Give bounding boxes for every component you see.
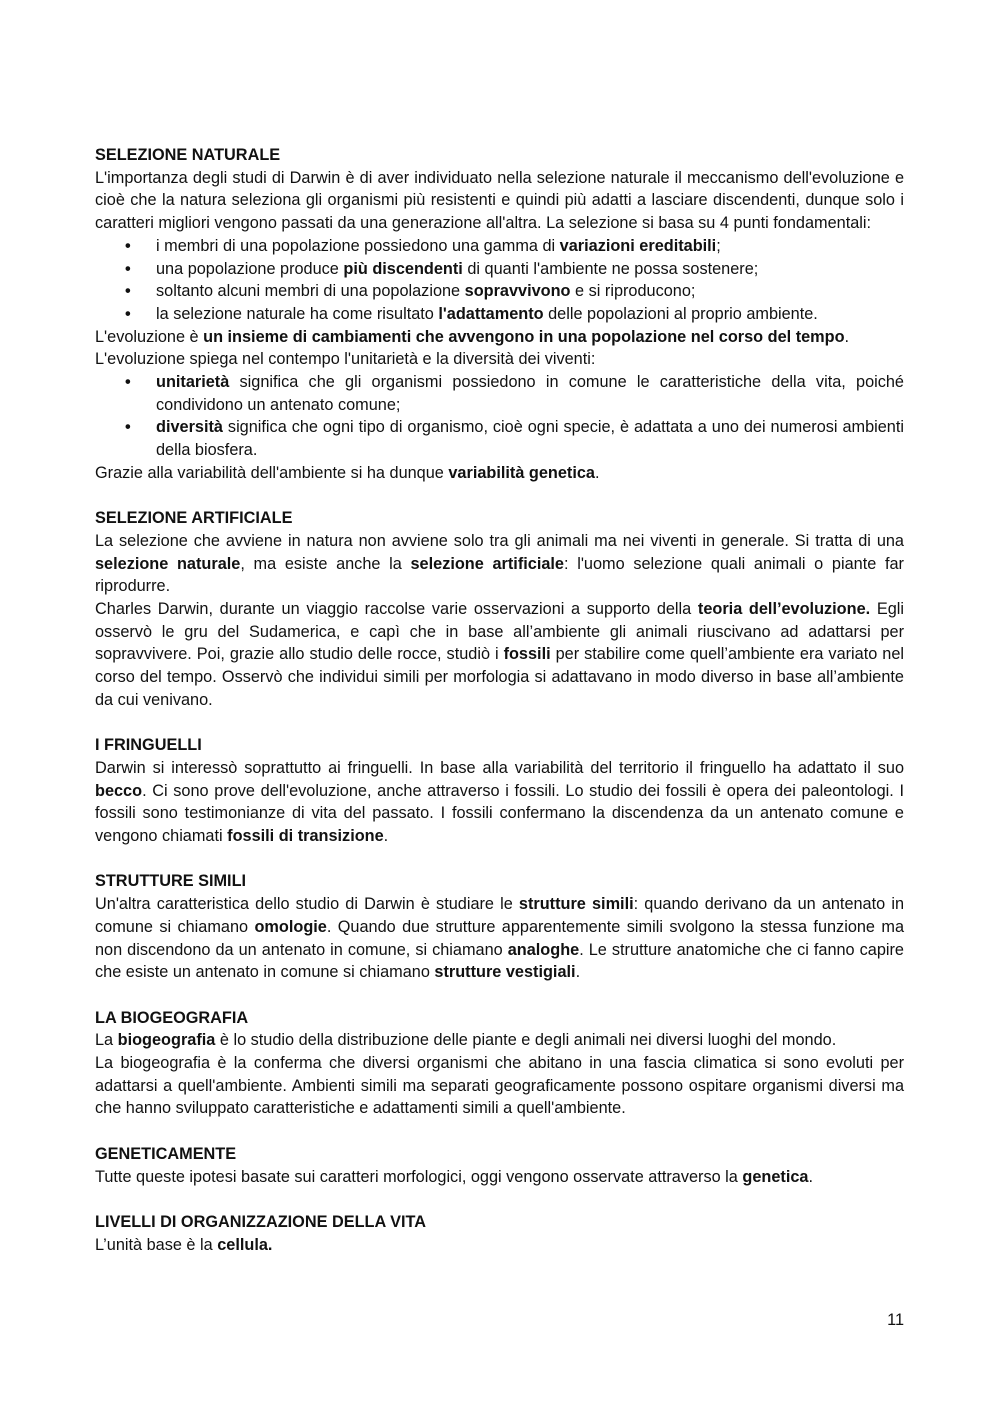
paragraph: L'evoluzione è un insieme di cambiamenti che avvengono in una popolazione nel corso del tempo. [95,327,850,346]
section-heading: SELEZIONE NATURALE [95,146,281,164]
spacer [95,848,904,871]
bullet-list [95,371,904,462]
bullet-icon: • [125,418,131,437]
list-item: • la selezione naturale ha come risultato l'adattamento delle popolazioni al proprio ambiente. [95,303,904,326]
spacer [95,1188,904,1211]
page-number: 11 [887,1311,904,1329]
section-selezione-naturale [95,144,904,485]
section-heading: GENETICAMENTE [95,1144,237,1163]
section-selezione-artificiale [95,507,904,711]
paragraph: L'evoluzione spiega nel contempo l'unitarietà e la diversità dei viventi: [95,350,596,369]
paragraph: La biogeografia è lo studio della distribuzione delle piante e degli animali nei diversi luoghi del mondo. [95,1031,837,1050]
paragraph: La biogeografia è la conferma che diversi organismi che abitano in una fascia climatica si sono evoluti per adattarsi a quell'ambiente. Ambienti simili ma separati geograficamente possono ospitare organismi diversi ma che hanno sviluppato caratteristiche e adattamenti simili a quell'ambiente. [95,1054,904,1118]
list-item: • diversità significa che ogni tipo di organismo, cioè ogni specie, è adattata a uno dei numerosi ambienti della biosfera. [125,418,904,460]
paragraph: Tutte queste ipotesi basate sui caratteri morfologici, oggi vengono osservate attraverso la genetica. [95,1167,813,1186]
paragraph: Charles Darwin, durante un viaggio raccolse varie osservazioni a supporto della teoria dell’evoluzione. Egli osservò le gru del Sudamerica, e capì che in base all’ambiente gli animali riuscivano ad adattarsi per sopravvivere. Poi, grazie allo studio delle rocce, studiò i fossili per stabilire come quell’ambiente era variato nel corso del tempo. Osservò che individui simili per morfologia si adattavano in modo diverso in base all’ambiente da cui venivano. [95,600,904,709]
page-content [95,144,904,1256]
section-heading: LA BIOGEOGRAFIA [95,1008,249,1027]
paragraph: Grazie alla variabilità dell'ambiente si ha dunque variabilità genetica. [95,463,600,482]
section-i-fringuelli [95,734,904,848]
spacer [95,712,904,735]
section-heading: SELEZIONE ARTIFICIALE [95,509,293,528]
list-item: • unitarietà significa che gli organismi possiedono in comune le caratteristiche della vita, poiché condividono un antenato comune; [125,373,904,414]
spacer [95,1120,904,1143]
section-strutture-simili [95,870,904,984]
bullet-icon: • [125,373,131,392]
bullet-list [95,235,904,326]
list-item: • una popolazione produce più discendenti di quanti l'ambiente ne possa sostenere; [95,258,904,281]
paragraph: Un'altra caratteristica dello studio di Darwin è studiare le strutture simili: quando derivano da un antenato in comune si chiamano omologie. Quando due strutture apparentemente simili svolgono la stessa funzione ma non discendono da un antenato in comune, si chiamano analoghe. Le strutture anatomiche che ci fanno capire che esiste un antenato in comune si chiamano strutture vestigiali. [95,895,904,982]
bullet-icon: • [125,282,131,301]
section-heading: STRUTTURE SIMILI [95,872,247,891]
list-item: • soltanto alcuni membri di una popolazione sopravvivono e si riproducono; [95,280,904,303]
section-heading: I FRINGUELLI [95,736,202,755]
spacer [95,984,904,1007]
paragraph: Darwin si interessò soprattutto ai fringuelli. In base alla variabilità del territorio il fringuello ha adattato il suo becco. Ci sono prove dell'evoluzione, anche attraverso i fossili. Lo studio dei fossili è opera dei paleontologi. I fossili sono testimonianze di vita del passato. I fossili confermano la discendenza da un antenato comune e vengono chiamati fossili di transizione. [95,758,904,846]
spacer [95,485,904,508]
paragraph: L’unità base è la cellula. [95,1235,273,1254]
section-livelli-organizzazione [95,1211,904,1256]
bullet-icon: • [125,236,131,255]
section-biogeografia [95,1007,904,1121]
paragraph: L'importanza degli studi di Darwin è di aver individuato nella selezione naturale il meccanismo dell'evoluzione e cioè che la natura seleziona gli organismi più resistenti e quindi più adatti a lasciare discendenti, dunque solo i caratteri migliori vengono passati da una generazione all'altra. La selezione si basa su 4 punti fondamentali: [95,168,904,233]
section-heading: LIVELLI DI ORGANIZZAZIONE DELLA VITA [95,1212,427,1231]
section-geneticamente [95,1143,904,1188]
bullet-icon: • [125,259,131,278]
paragraph: La selezione che avviene in natura non avviene solo tra gli animali ma nei viventi in generale. Si tratta di una selezione naturale, ma esiste anche la selezione artificiale: l'uomo selezione quali animali o piante far riprodurre. [95,531,904,596]
bullet-icon: • [125,304,131,323]
list-item: • i membri di una popolazione possiedono una gamma di variazioni ereditabili; [95,235,904,258]
